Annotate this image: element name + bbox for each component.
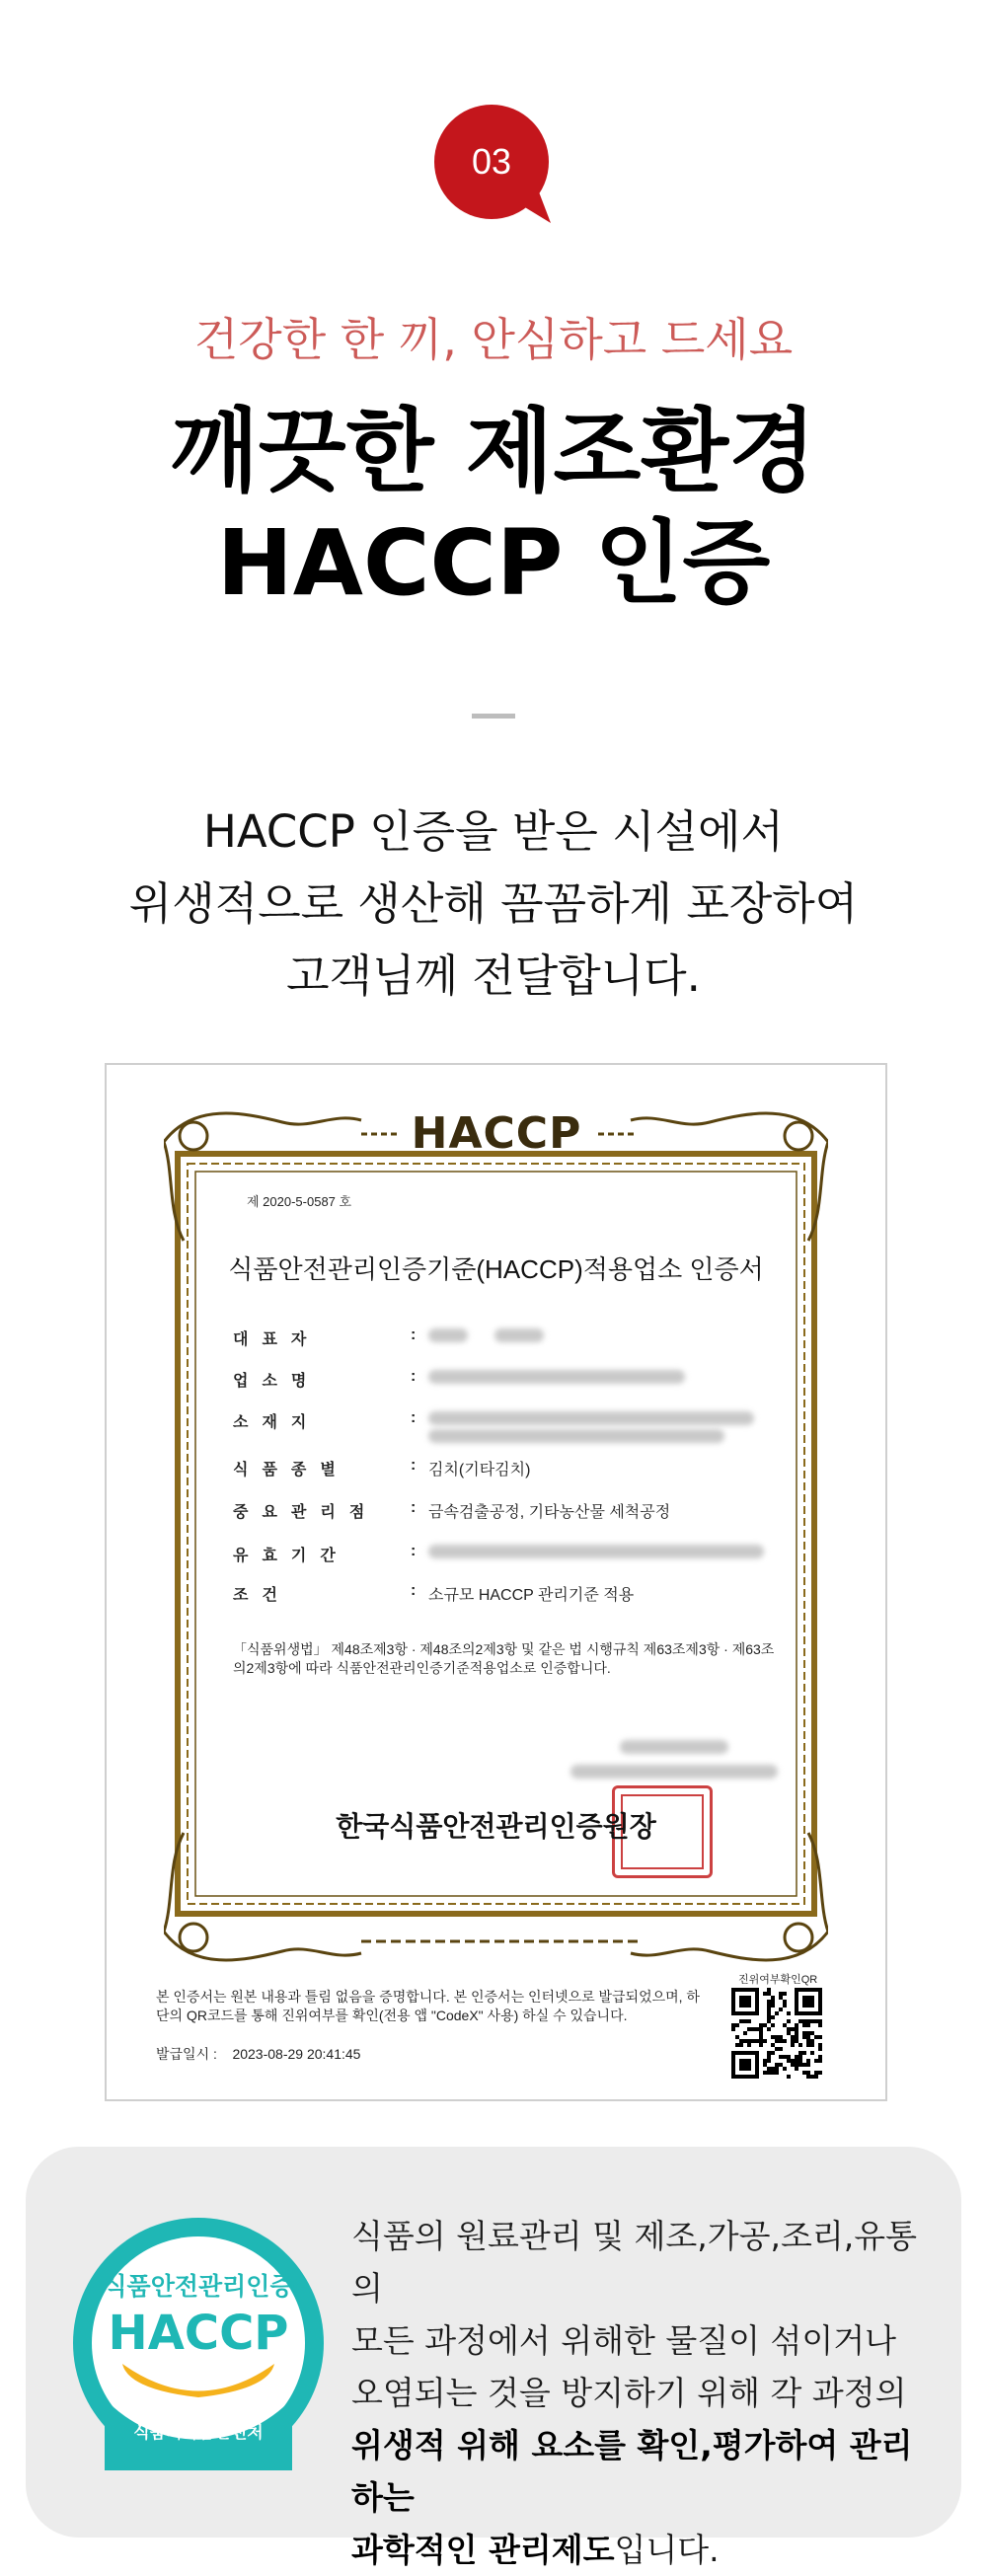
blurred-signature [570,1761,778,1780]
cert-field-key: 조건 [233,1587,291,1604]
cert-field-value: 김치(기타김치) [428,1462,531,1478]
cert-field-key: 대표자 [233,1331,321,1348]
title-line-1: 깨끗한 제조환경 [170,399,817,504]
subtitle: 건강한 한 끼, 안심하고 드세요 [193,313,794,366]
blurred-date [620,1736,728,1755]
certificate-haccp-logo: HACCP [411,1108,582,1159]
emblem-main-text: HACCP [108,2306,289,2361]
cert-field-key: 유효기간 [233,1548,349,1564]
cert-field-key: 중요관리점 [233,1504,379,1521]
panel-line-5-rest: 입니다. [614,2531,720,2569]
certificate-title: 식품안전관리인증기준(HACCP)적용업소 인증서 [228,1254,764,1284]
haccp-certificate-image: HACCP 제 2020-5-0587 호 식품안전관리인증기준(HACCP)적용업소 인증서 대표자 : 업소명 : 소재지 : 식품종별 : 김치(기타김치) 중요관리점 : 금속검출공정, 기타농산물 세척공정 유효기간 : 조건 : 소규모 HACCP 관리기준 적용 「식품위생법」 제48조제3항 · 제48조의2제3항 및 같은 법 시행규칙 제63조제3항 · 제63조의2제3항에 따라 식품안전관리인증기준적용업소로 인증합니다. 한국식품안전관리인증원장 본 인증서는 원본 내용과 틀림 없음을 증명합니다. 본 인증서는 인터넷으로 발급되었으며, 하단의 QR코드를 통해 진위여부를 확인(전용 앱 "CodeX" 사용) 하실 수 있습니다. 발급일시 : 2023-08-29 20:41:45 진위여부확인QR [105,1063,887,2101]
panel-line-3: 오염되는 것을 방지하기 위해 각 과정의 [351,2374,907,2412]
description-line-3: 고객님께 전달합니다. [286,949,701,1002]
certificate-footer-note: 본 인증서는 원본 내용과 틀림 없음을 증명합니다. 본 인증서는 인터넷으로 발급되었으며, 하단의 QR코드를 통해 진위여부를 확인(전용 앱 "CodeX" 사용) 하실 수 있습니다. [156,1989,700,2023]
badge-number: 03 [471,141,512,182]
certificate-number: 제 2020-5-0587 호 [247,1194,352,1209]
panel-line-2: 모든 과정에서 위해한 물질이 섞이거나 [351,2321,897,2360]
certificate-issuer: 한국식품안전관리인증원장 [336,1810,656,1843]
certificate-issue-date: 발급일시 : 2023-08-29 20:41:45 [156,2046,361,2062]
divider [472,714,515,719]
haccp-info-panel [26,2147,961,2569]
panel-line-4: 위생적 위해 요소를 확인,평가하여 관리하는 [351,2426,913,2517]
cert-field-key: 식품종별 [233,1462,349,1478]
cert-field-value: 소규모 HACCP 관리기준 적용 [428,1587,635,1604]
panel-line-5-bold: 과학적인 관리제도 [351,2531,615,2569]
cert-field-value: 금속검출공정, 기타농산물 세척공정 [428,1504,671,1521]
title-line-2: HACCP 인증 [216,510,771,616]
step-number-badge [432,103,555,225]
qr-label: 진위여부확인QR [738,1974,818,1986]
certificate-body-text: 「식품위생법」 제48조제3항 · 제48조의2제3항 및 같은 법 시행규칙 제63조제3항 · 제63조의2제3항에 따라 식품안전관리인증기준적용업소로 인증합니다. [233,1641,775,1676]
emblem-bottom-text: 식품의약품안전처 [133,2423,264,2443]
haccp-explanation [351,2210,944,2576]
panel-line-1: 식품의 원료관리 및 제조,가공,조리,유통의 [351,2217,917,2308]
description-line-1: HACCP 인증을 받은 시설에서 [203,805,784,858]
haccp-emblem [71,2216,326,2470]
emblem-top-text: 식품안전관리인증 [103,2272,294,2301]
qr-code [731,1988,822,2079]
cert-field-key: 업소명 [233,1373,321,1390]
description-line-2: 위생적으로 생산해 꼼꼼하게 포장하여 [128,877,859,930]
cert-field-key: 소재지 [233,1414,321,1431]
